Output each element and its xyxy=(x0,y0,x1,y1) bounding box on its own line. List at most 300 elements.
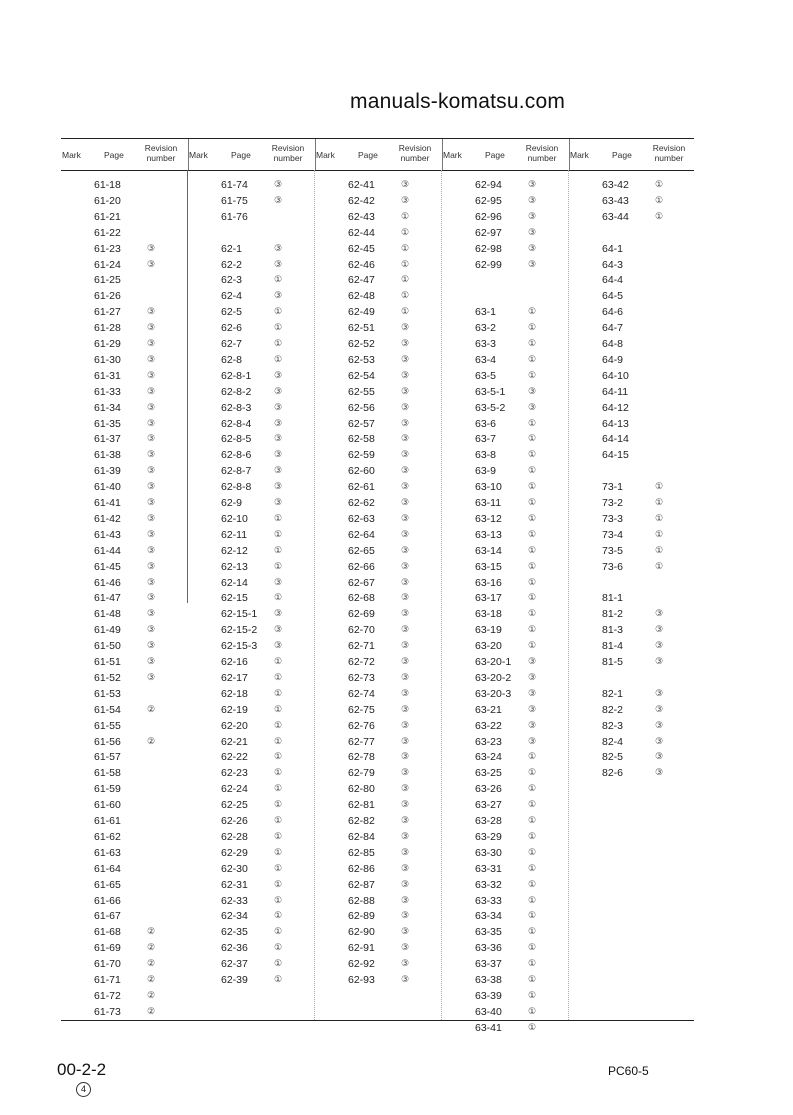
table-row xyxy=(61,767,188,781)
revision-number: ③ xyxy=(147,417,156,428)
header-separator xyxy=(188,139,189,170)
table-row xyxy=(442,259,569,273)
revision-number: ③ xyxy=(147,624,156,635)
page-number: 81-3 xyxy=(602,624,624,637)
table-row xyxy=(442,433,569,447)
revision-number: ③ xyxy=(274,258,283,269)
revision-number: ③ xyxy=(528,258,537,269)
revision-number: ③ xyxy=(401,926,410,937)
revision-number: ③ xyxy=(147,369,156,380)
revision-number: ① xyxy=(274,910,283,921)
table-row xyxy=(188,783,315,797)
page-number: 64-11 xyxy=(602,385,629,398)
table-row xyxy=(442,847,569,861)
revision-number: ③ xyxy=(147,242,156,253)
table-row xyxy=(61,449,188,463)
table-row xyxy=(442,942,569,956)
revision-number: ① xyxy=(528,624,537,635)
page-number: 63-13 xyxy=(475,528,502,541)
page-number: 62-8-3 xyxy=(221,401,252,414)
table-row xyxy=(188,751,315,765)
revision-number: ③ xyxy=(274,417,283,428)
table-row xyxy=(188,402,315,416)
revision-number: ③ xyxy=(401,878,410,889)
revision-number: ② xyxy=(147,958,156,969)
page-number: 62-22 xyxy=(221,751,248,764)
table-row xyxy=(61,259,188,273)
revision-number: ① xyxy=(528,640,537,651)
table-row xyxy=(315,449,442,463)
revision-number: ③ xyxy=(147,449,156,460)
page-number: 62-97 xyxy=(475,226,502,239)
page-number: 82-2 xyxy=(602,703,624,716)
page-number: 63-41 xyxy=(475,1021,502,1034)
revision-number: ③ xyxy=(528,719,537,730)
table-row xyxy=(442,974,569,988)
revision-number: ① xyxy=(274,592,283,603)
table-row xyxy=(61,751,188,765)
table-row xyxy=(188,465,315,479)
revision-number: ③ xyxy=(401,608,410,619)
page-number: 82-3 xyxy=(602,719,624,732)
table-row xyxy=(569,243,696,257)
table-row xyxy=(188,958,315,972)
page-number: 63-29 xyxy=(475,830,502,843)
table-row xyxy=(442,354,569,368)
table-row xyxy=(188,433,315,447)
page-number: 61-18 xyxy=(94,179,121,191)
table-row xyxy=(188,195,315,209)
table-row xyxy=(442,895,569,909)
page-number: 63-2 xyxy=(475,322,497,335)
page-number: 63-3 xyxy=(475,338,497,350)
table-row xyxy=(442,736,569,750)
revision-number: ① xyxy=(274,846,283,857)
table-row xyxy=(188,815,315,829)
table-row xyxy=(442,290,569,304)
table-row xyxy=(61,354,188,368)
page-number: 64-5 xyxy=(602,290,624,303)
page-number: 62-49 xyxy=(348,306,375,319)
page-number: 63-16 xyxy=(475,576,502,589)
page-number: 62-8-4 xyxy=(221,417,252,430)
header-revision xyxy=(647,143,691,163)
revision-number: ③ xyxy=(274,385,283,396)
revision-number: ③ xyxy=(401,353,410,364)
revision-number: ③ xyxy=(147,353,156,364)
revision-number: ① xyxy=(528,544,537,555)
revision-number: ③ xyxy=(528,656,537,666)
page-number: 63-20-1 xyxy=(475,656,512,668)
header-revision-line2: number xyxy=(400,153,430,163)
revision-number: ③ xyxy=(147,544,156,555)
revision-number: ① xyxy=(274,815,283,825)
page-number: 64-6 xyxy=(602,306,624,319)
page-number: 64-12 xyxy=(602,401,629,414)
page-number: 62-44 xyxy=(348,226,375,239)
table-row xyxy=(188,322,315,336)
page-number: 73-2 xyxy=(602,497,624,509)
revision-number: ① xyxy=(528,783,537,794)
page-number: 82-6 xyxy=(602,767,624,780)
table-row xyxy=(188,688,315,702)
table-row xyxy=(188,179,315,193)
page-number: 61-69 xyxy=(94,942,121,955)
page-number: 62-6 xyxy=(221,322,243,335)
table-row xyxy=(315,497,442,511)
table-row xyxy=(315,274,442,288)
revision-number: ③ xyxy=(147,497,156,507)
table-row xyxy=(315,688,442,702)
table-row xyxy=(442,577,569,591)
page-number: 64-7 xyxy=(602,322,624,335)
revision-number: ① xyxy=(528,846,537,857)
table-row xyxy=(442,274,569,288)
table-header-row xyxy=(61,139,694,171)
page-number: 62-57 xyxy=(348,417,375,430)
revision-number: ③ xyxy=(274,608,283,619)
table-row xyxy=(61,418,188,432)
page-number: 61-33 xyxy=(94,385,121,398)
revision-number: ① xyxy=(528,926,537,937)
page-number: 61-58 xyxy=(94,767,121,780)
revision-number: ③ xyxy=(147,671,156,682)
page-number: 62-86 xyxy=(348,862,375,875)
table-row xyxy=(569,211,696,225)
page-number: 62-8-6 xyxy=(221,449,252,462)
page-number: 62-8-8 xyxy=(221,481,252,494)
page-number: 62-24 xyxy=(221,783,248,796)
page-number: 63-20-2 xyxy=(475,671,512,684)
revision-number: ① xyxy=(401,210,410,221)
table-row xyxy=(61,195,188,209)
header-mark: Mark xyxy=(570,150,589,160)
table-row xyxy=(315,433,442,447)
revision-number: ③ xyxy=(147,306,156,317)
table-row xyxy=(188,640,315,654)
revision-number: ① xyxy=(528,958,537,969)
revision-number: ③ xyxy=(655,608,664,619)
table-row xyxy=(315,513,442,527)
page-number: 62-23 xyxy=(221,767,248,780)
revision-number: ① xyxy=(528,433,537,444)
table-row xyxy=(315,910,442,924)
revision-number: ② xyxy=(147,1005,156,1016)
document-code: 00-2-2 xyxy=(57,1060,107,1079)
page-number: 63-23 xyxy=(475,735,502,748)
revision-number: ③ xyxy=(655,640,664,651)
table-row xyxy=(61,720,188,734)
table-row xyxy=(61,274,188,288)
table-row xyxy=(442,529,569,543)
table-row xyxy=(188,736,315,750)
table-row xyxy=(442,799,569,813)
page-number: 61-46 xyxy=(94,576,121,589)
table-row xyxy=(188,656,315,670)
table-row xyxy=(315,942,442,956)
table-row xyxy=(442,656,569,670)
table-row xyxy=(442,370,569,384)
revision-number: ③ xyxy=(147,433,156,444)
revision-number: ① xyxy=(528,338,537,348)
table-row xyxy=(188,529,315,543)
table-row xyxy=(569,624,696,638)
page-number: 62-65 xyxy=(348,544,375,557)
table-row xyxy=(315,338,442,352)
revision-number: ① xyxy=(274,544,283,555)
table-row xyxy=(569,767,696,781)
table-row xyxy=(315,243,442,257)
table-row xyxy=(188,243,315,257)
revision-number: ① xyxy=(528,560,537,571)
table-row xyxy=(569,274,696,288)
page-number: 62-36 xyxy=(221,942,248,955)
table-row xyxy=(61,942,188,956)
table-row xyxy=(442,672,569,686)
revision-number: ① xyxy=(528,592,537,603)
table-row xyxy=(61,370,188,384)
header-page: Page xyxy=(231,150,251,160)
page-number: 63-6 xyxy=(475,417,497,430)
revision-number: ③ xyxy=(401,194,410,205)
header-page: Page xyxy=(612,150,632,160)
revision-number: ③ xyxy=(401,830,410,841)
page-number: 63-37 xyxy=(475,958,502,971)
table-row xyxy=(442,306,569,320)
page-number: 61-63 xyxy=(94,846,121,859)
page-number: 62-93 xyxy=(348,974,375,986)
table-row xyxy=(442,704,569,718)
table-row xyxy=(442,243,569,257)
revision-number: ① xyxy=(528,576,537,587)
table-row xyxy=(442,545,569,559)
table-row xyxy=(442,449,569,463)
table-row xyxy=(188,227,315,241)
table-row xyxy=(442,561,569,575)
page-number: 61-59 xyxy=(94,783,121,796)
table-row xyxy=(315,799,442,813)
revision-number: ③ xyxy=(655,751,664,762)
revision-number: ③ xyxy=(655,735,664,746)
table-row xyxy=(442,338,569,352)
revision-number: ① xyxy=(528,353,537,364)
table-row xyxy=(315,926,442,940)
table-row xyxy=(315,529,442,543)
page-number: 63-5-2 xyxy=(475,401,506,414)
table-row xyxy=(442,640,569,654)
page-number: 61-67 xyxy=(94,910,121,923)
table-row xyxy=(315,895,442,909)
revision-number: ① xyxy=(528,910,537,921)
model-number: PC60-5 xyxy=(608,1064,649,1078)
page-number: 63-1 xyxy=(475,306,497,319)
revision-number: ① xyxy=(528,942,537,953)
table-row xyxy=(315,720,442,734)
revision-number: ① xyxy=(528,862,537,873)
page-number: 61-62 xyxy=(94,830,121,843)
table-row xyxy=(61,879,188,893)
page-number: 63-15 xyxy=(475,560,502,573)
page-number: 64-4 xyxy=(602,274,624,287)
table-row xyxy=(188,561,315,575)
revision-number: ① xyxy=(528,878,537,889)
table-row xyxy=(569,688,696,702)
page-number: 62-94 xyxy=(475,179,502,191)
page-number: 62-19 xyxy=(221,703,248,716)
revision-number: ① xyxy=(528,465,537,476)
revision-number: ① xyxy=(274,703,283,714)
table-row xyxy=(442,513,569,527)
page-number: 61-72 xyxy=(94,989,121,1002)
page-number: 62-14 xyxy=(221,576,248,589)
table-row xyxy=(315,179,442,193)
revision-number: ③ xyxy=(655,703,664,714)
table-row xyxy=(61,179,188,193)
table-row xyxy=(61,624,188,638)
table-row xyxy=(61,863,188,877)
revision-number: ① xyxy=(274,830,283,841)
revision-number: ① xyxy=(528,767,537,778)
revision-number: ③ xyxy=(401,862,410,873)
table-row xyxy=(61,592,188,606)
table-row xyxy=(442,465,569,479)
revision-number: ③ xyxy=(147,322,156,333)
header-revision xyxy=(266,143,310,163)
revision-number: ① xyxy=(274,942,283,953)
page-number: 82-4 xyxy=(602,735,624,748)
table-row xyxy=(442,767,569,781)
revision-number: ③ xyxy=(401,640,410,651)
table-row xyxy=(315,767,442,781)
page-number: 63-9 xyxy=(475,465,497,478)
table-row xyxy=(61,688,188,702)
revision-number: ③ xyxy=(401,767,410,778)
revision-number: ③ xyxy=(147,401,156,412)
table-row xyxy=(569,433,696,447)
revision-number: ③ xyxy=(655,719,664,730)
table-row xyxy=(442,831,569,845)
revision-number: ① xyxy=(274,687,283,698)
page-number: 61-65 xyxy=(94,878,121,891)
table-row xyxy=(569,751,696,765)
table-row xyxy=(315,974,442,988)
table-row xyxy=(569,736,696,750)
revision-number: ① xyxy=(401,242,410,253)
page-number: 62-8-5 xyxy=(221,433,252,446)
page-number: 63-40 xyxy=(475,1005,502,1018)
table-row xyxy=(442,990,569,1004)
page-number: 63-42 xyxy=(602,179,629,191)
page-number: 62-42 xyxy=(348,194,375,207)
table-row xyxy=(188,879,315,893)
page-number: 62-80 xyxy=(348,783,375,796)
page-number: 61-73 xyxy=(94,1005,121,1018)
table-row xyxy=(188,274,315,288)
table-row xyxy=(442,497,569,511)
revision-number: ① xyxy=(528,528,537,539)
page-number: 62-67 xyxy=(348,576,375,589)
revision-number: ③ xyxy=(274,465,283,476)
revision-number: ① xyxy=(274,767,283,778)
table-row xyxy=(569,497,696,511)
table-row xyxy=(442,608,569,622)
page-number: 61-71 xyxy=(94,974,121,986)
revision-number: ③ xyxy=(401,512,410,523)
revision-number: ① xyxy=(274,735,283,746)
page-number: 63-5-1 xyxy=(475,385,506,398)
page-number: 64-1 xyxy=(602,242,624,255)
page-number: 63-7 xyxy=(475,433,497,446)
page-number: 63-21 xyxy=(475,703,502,716)
table-row xyxy=(315,831,442,845)
revision-number: ① xyxy=(655,194,664,205)
page-number: 62-28 xyxy=(221,830,248,843)
page-number: 61-43 xyxy=(94,528,121,541)
table-row xyxy=(315,195,442,209)
page-number: 81-2 xyxy=(602,608,624,621)
table-row xyxy=(61,211,188,225)
revision-number: ③ xyxy=(401,544,410,555)
revision-number: ③ xyxy=(528,385,537,396)
revision-number: ① xyxy=(274,306,283,317)
page-number: 61-74 xyxy=(221,179,248,191)
revision-number: ③ xyxy=(274,497,283,507)
page-number: 61-39 xyxy=(94,465,121,478)
revision-number: ① xyxy=(274,719,283,730)
revision-number: ③ xyxy=(274,640,283,651)
revision-number: ③ xyxy=(401,703,410,714)
table-row xyxy=(569,672,696,686)
table-row xyxy=(315,259,442,273)
page-number: 62-70 xyxy=(348,624,375,637)
table-row xyxy=(442,958,569,972)
table-row xyxy=(315,751,442,765)
page-number: 62-55 xyxy=(348,385,375,398)
table-row xyxy=(569,227,696,241)
page-number: 61-41 xyxy=(94,497,121,509)
page-number: 63-5 xyxy=(475,369,497,382)
table-row xyxy=(61,433,188,447)
page-number: 63-10 xyxy=(475,481,502,494)
revision-number: ① xyxy=(274,528,283,539)
page-number: 64-15 xyxy=(602,449,629,462)
page-number: 62-16 xyxy=(221,656,248,668)
table-row xyxy=(442,418,569,432)
revision-number: ① xyxy=(528,1021,537,1032)
revision-number: ① xyxy=(528,815,537,825)
table-row xyxy=(61,513,188,527)
page-number: 62-26 xyxy=(221,815,248,827)
revision-number: ① xyxy=(274,671,283,682)
page-number: 62-15 xyxy=(221,592,248,605)
page-number: 63-26 xyxy=(475,783,502,796)
revision-number: ③ xyxy=(274,179,283,189)
page-number: 63-28 xyxy=(475,815,502,827)
table-row xyxy=(315,958,442,972)
table-row xyxy=(61,306,188,320)
table-row xyxy=(442,227,569,241)
revision-number: ③ xyxy=(528,226,537,237)
page-number: 62-8-2 xyxy=(221,385,252,398)
revision-number: ① xyxy=(655,512,664,523)
revision-number: ① xyxy=(274,783,283,794)
page-number: 62-60 xyxy=(348,465,375,478)
page-number: 63-19 xyxy=(475,624,502,637)
table-row xyxy=(61,672,188,686)
revision-number: ③ xyxy=(401,449,410,460)
table-row xyxy=(61,847,188,861)
table-row xyxy=(442,815,569,829)
